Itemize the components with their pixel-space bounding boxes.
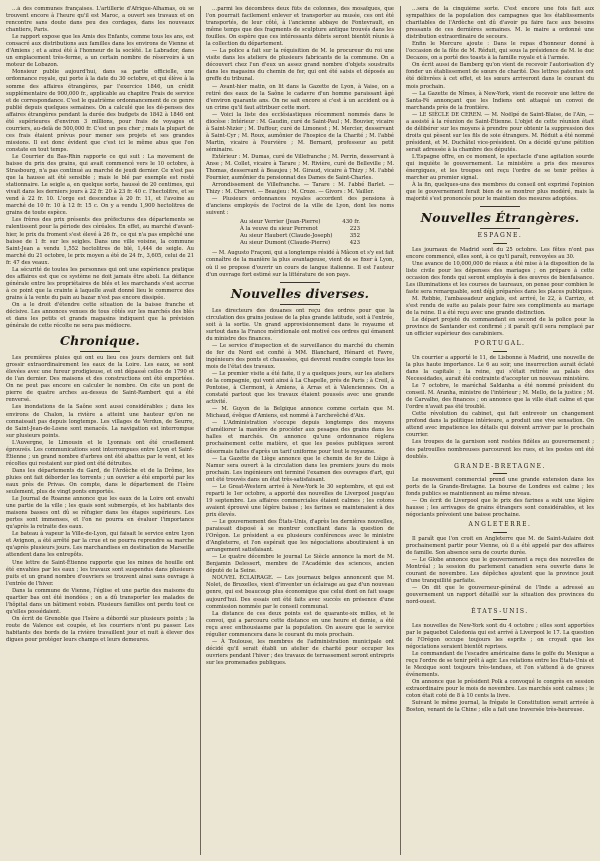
pension-name: À la veuve du sieur Perrenot — [240, 226, 318, 233]
paragraph: — La police a fait sur la réquisition de M. le procureur du roi une visite dans les ateliers de plusieurs fabricants de la commune. On a découvert chez l'un d'eux un assez grand nombre d'objets soustraits dans les magasins du chemin de fer, qui ont été saisis et déposés au greffe du tribunal. — [206, 48, 394, 83]
paragraph: À la fin, quelques-uns des membres du conseil ont exprimé l'opinion que le gouvernement ferait bien de se montrer plus modéré, mais la majorité s'est prononcée pour le maintien des mesures adoptées. — [406, 182, 594, 203]
pension-amount: 423 — [349, 240, 360, 247]
section-rule — [493, 351, 507, 352]
column-2-intro — [206, 6, 394, 196]
paragraph: — On dit que le gouverneur-général de l'Inde a adressé au gouvernement un rapport détaillé sur la situation des provinces du nord-ouest. — [406, 585, 594, 606]
paragraph: La sécurité de toutes les personnes qui ont une expérience pratique des affaires est que ce système ne doit jamais être aboli. La défiance générale entre les propriétaires de blés et les marchands s'est accrue à ce point que la crainte à laquelle avait donné lieu le commerce des grains à la vente du pain au bazar n'est pas encore dissipée. — [6, 266, 194, 301]
nouvelles-diverses-body — [206, 308, 394, 667]
column-1 — [6, 6, 194, 855]
paragraph: On écrit de Grenoble que l'Isère a débordé sur plusieurs points ; la route de Valence est coupée, et les courriers n'ont pu passer. Les habitants des bords de la rivière travaillent jour et nuit à élever des digues pour protéger leurs champs et leurs demeures. — [6, 615, 194, 644]
section-title: PORTUGAL. — [474, 340, 526, 348]
paragraph: Le commandant de l'escadre américaine dans le golfe du Mexique a reçu l'ordre de se tenir prêt à agir. Les relations entre les États-Unis et le Mexique sont toujours très-tendues, et l'on s'attend à de graves événements. — [406, 651, 594, 679]
heading-rule — [480, 206, 520, 207]
paragraph: Un courrier a apporté le 11, de Lisbonne à Madrid, une nouvelle de la plus haute importance. Le 6 au soir, une insurrection aurait éclaté dans la capitale ; la reine, qui s'était retirée au palais des Necessidades, aurait été contrainte d'accepter un nouveau ministère. — [406, 354, 594, 383]
paragraph: — Le quatre décembre le journal Le Siècle annonce la mort de M. Benjamin Delessert, membre de l'Académie des sciences, ancien député de la Seine. — [206, 554, 394, 575]
paragraph: Une lettre de Saint-Étienne rapporte que les mines de houille ont été envahies par les eaux ; les travaux sont suspendus dans plusieurs puits et un grand nombre d'ouvriers se trouvent ainsi sans ouvrage à l'entrée de l'hiver. — [6, 559, 194, 587]
paragraph: …à des communes françaises. L'artillerie d'Afrique-Alhamas, où se trouvent encore à l'heure qu'il est Maroc, a ouvert ses travaux et on rencontre sans doute dans peu des cordages, dans les nouveaux chantiers, Paris. — [6, 6, 194, 34]
paragraph: Monsieur publie aujourd'hui, dans sa partie officielle, une ordonnance royale, qui porte à la date du 30 octobre, et qui élève à la somme des affaires étrangères, par l'exercice 1846, un crédit supplémentaire de 900,000 fr., applicable au chapitre Frais de service et de correspondance. C'est le quatrième ordonnancement de ce genre publié depuis quelques semaines. On a calculé que les dé-penses des affaires étrangères pendant la durée des budgets de 1842 à 1846 ont été supérieures d'environ 3 millions, pour frais de voyages et courriers, au-delà de 500,000 fr. C'est un peu cher ; mais la plupart de ces frais étaient prévus pour mener ses projets et ses grandes missions. Il est donc évident que c'est ici le même abus que l'on constate en tout temps. — [6, 69, 194, 153]
paragraph: Les troupes de la garnison sont restées fidèles au gouvernement ; des patrouilles nombreuses parcourent les rues, et les postes ont été doublés. — [406, 439, 594, 460]
pension-row — [240, 240, 360, 247]
section-title: ANGLETERRE. — [468, 521, 532, 529]
column-3 — [406, 6, 594, 855]
pension-list — [240, 219, 360, 247]
paragraph: — La Gazette de Nîmes, à New-York, vient de recevoir une lettre de Santa-Fé annonçant que les Indiens ont attaqué un convoi de marchands près de la frontière. — [406, 90, 594, 111]
column-2-intro-b — [206, 250, 394, 278]
paragraph: On annonce que le président Polk a convoqué le congrès en session extraordinaire pour le mois de novembre. Les marchés sont calmes ; le coton était coté de 8 à 10 cents la livre. — [406, 679, 594, 700]
paragraph: Le départ projeté du commandant en second de la police pour la province de Santander est confirmé ; il paraît qu'il sera remplacé par un officier supérieur des carabiniers. — [406, 317, 594, 338]
column-3-intro — [406, 6, 594, 203]
paragraph: — LE SIÈCLE DE CEREN. — M. Noëlpé de Saint-Blaise, de l'Ain, — a assisté à la réunion de Saint-Étienne. L'objet de cette réunion était de délibérer sur les moyens à prendre pour obtenir la suppression des droits qui pèsent sur les fils de soie étrangers. M. Réduit a été nommé président, et M. Duchâtel vice-président. On a décidé qu'une pétition serait adressée à la chambre des députés. — [406, 111, 594, 153]
pension-amount: 352 — [349, 233, 360, 240]
paragraph: Enfin le Mercure ajoute : Dans le repas d'honneur donné à l'occasion de la fête de M. Réduit, qui sous la présidence de M. le duc Decazes, on a porté des toasts à la famille royale et à l'armée. — [406, 41, 594, 62]
section-rule — [493, 532, 507, 533]
paragraph: — M. Augusto Fraçoni, qui a longtemps résidé à Mâcon et s'y est fait connaître de la manière la plus avantageuse, vient de se fixer à Lyon, où il se propose d'ouvrir un cours de langue italienne. Il est l'auteur d'un ouvrage fort estimé sur la littérature de son pays. — [206, 250, 394, 278]
nouvelles-etrangeres-body — [406, 232, 594, 714]
pension-name: Au sieur Verrier (Jean-Pierre) — [240, 219, 321, 226]
paragraph: Les inondations de la Saône sont aussi considérables ; dans les environs de Chalon, la rivière a atteint une hauteur qu'on ne connaissait pas depuis longtemps. Les villages de Verdun, de Seurre, de Saint-Jean-de-Losne sont menacés. La navigation est interrompue sur plusieurs points. — [6, 404, 194, 439]
paragraph: Dans la commune de Vienne, l'église et une partie des maisons du quartier bas ont été inondées ; on a dû transporter les malades de l'hôpital dans un bâtiment voisin. Plusieurs familles ont perdu tout ce qu'elles possédaient. — [6, 587, 194, 615]
section-title: GRANDE-BRETAGNE. — [454, 462, 546, 470]
paragraph: — Avant-hier matin, on lit dans la Gazette de Lyon, à Vaise, on a retiré des eaux de la Saône le cadavre d'un homme paraissant âgé d'environ quarante ans. On ne sait encore si c'est à un accident ou à un crime qu'il faut attribuer cette mort. — [206, 83, 394, 111]
heading-rule — [280, 282, 320, 283]
paragraph: Arrondissement de Villefranche. — Tarare : M. l'abbé Barlet. — Thizy : M. Chervet. — Beaujeu : M. Croze. — Givors : M. Vailler. — [206, 182, 394, 196]
section-rule — [493, 619, 507, 620]
pension-list-intro: — Plusieurs ordonnances royales accordent des pensions à d'anciens employés de l'octroi de la ville de Lyon, dont les noms suivent : — [206, 196, 394, 217]
paragraph: — À Toulouse, les membres de l'administration municipale ont décidé qu'il serait établi un atelier de charité pour occuper les ouvriers pendant l'hiver ; des travaux de terrassement seront entrepris sur les promenades publiques. — [206, 638, 394, 666]
paragraph: — On écrit de Liverpool que le prix des farines a subi une légère hausse ; les arrivages de grains étrangers sont considérables, et les négociants prévoient une baisse prochaine. — [406, 498, 594, 519]
paragraph: L'Espagne offre, en ce moment, le spectacle d'une agitation sourde qui inquiète le gouvernement. Le ministère a pris des mesures énergiques, et les troupes ont reçu l'ordre de se tenir prêtes à marcher au premier signal. — [406, 153, 594, 182]
paragraph: — Le service d'inspection et de surveillance du marché du chemin de fer du Nord est confié à MM. Blanchard, Hénard et Favre, ingénieurs des ponts et chaussées, qui devront rendre compte tous les mois de l'état des travaux. — [206, 342, 394, 370]
pension-amount: 430 fr. — [342, 219, 360, 226]
paragraph: — M. Guyon de la Belgique annonce comme certain que M. Michaud, évêque d'Amiens, est nommé à l'archevêché d'Aix. — [206, 406, 394, 420]
paragraph: Le Courrier du Bas-Rhin rapporte ce qui suit : La movement de baisse du prix des grains, qui avait commencé vers le 10 octobre, à Strasbourg, n'a pas continué au marché de jeudi dernier. Ce n'est pas que la hausse ait été sensible ; mais le blé par exemple est resté stationnaire. Le seigle a, en quelque sorte, haussé de 20 centimes, qui vivait dans les derniers jours à 22 fr. 20 à 23 fr. 40 c. l'hectolitre, et se vend à 22 fr. 10. L'orge est descendue à 20 fr. 11, et l'avoine au marché de 10 fr. 10 à 12 fr. 15 c. On y a vendu 1,900 hectolitres de grains de toute espèce. — [6, 153, 194, 217]
paragraph: Le bateau à vapeur la Ville-de-Lyon, qui faisait le service entre Lyon et Avignon, a été arrêté par la crue et ne pourra reprendre sa marche qu'après plusieurs jours. Les marchandises en destination de Marseille attendent dans les entrepôts. — [6, 531, 194, 559]
paragraph: Le rapport expose que les Amis des Enfants, comme tous les ans, est consacré aux distributions aux familles dans les environs de Vienne et d'Amiens ; et a ainsi été à l'honneur de la société. Le Labrador, dans un emplacement très-ferme, a un certain nombre de réservoirs à un moteur de Lobazon. — [6, 34, 194, 69]
nouvelles-diverses-heading: Nouvelles diverses. — [230, 285, 370, 301]
paragraph: — Le Great-Western arrivé à New-York le 30 septembre, et qui est reparti le 1er octobre, a apporté des nouvelles de Liverpool jusqu'au 19 septembre. Les affaires commerciales étaient calmes ; les cotons avaient éprouvé une légère baisse ; les farines se maintenaient à des prix élevés. — [206, 483, 394, 518]
pension-amount: 223 — [349, 226, 360, 233]
nouvelles-etrangeres-heading: Nouvelles Étrangères. — [420, 210, 580, 226]
paragraph: Il paraît que l'on croit en Angleterre que M. de Saint-Aulaire doit prochainement partir pour Vienne, où il a été appelé par des affaires de famille. Son absence sera de courte durée. — [406, 535, 594, 556]
paragraph: L'Auvergne, le Limousin et le Lyonnais ont été cruellement éprouvés. Les communications sont interrompues entre Lyon et Saint-Étienne ; un grand nombre d'arbres ont été abattus par le vent, et les récoltes qui restaient sur pied ont été détruites. — [6, 439, 194, 467]
heading-rule — [280, 304, 320, 305]
paragraph: — Le Globe annonce que le gouvernement a reçu des nouvelles de Montréal ; la session du parlement canadien sera ouverte dans le courant de novembre. Les dépêches ajoutent que la province jouit d'une tranquillité parfaite. — [406, 557, 594, 585]
column-divider — [200, 6, 201, 855]
section-rule — [493, 243, 507, 244]
paragraph: Les frères des prix présents des préfectures des départements se ralentissent pour la période des céréales. En effet, au marché d'avant-hier, le prix du froment s'est élevé à 26 fr., ce qui n'a pas empêché une baisse de 1 fr. sur les seigles. Dans une ville voisine, la commune Saint-Jean a vendu 1,552 hectolitres de blé, 1,444 de seigle. Au marché du 21 octobre, le prix moyen a été de 24 fr., 3,605, celui de 21 fr. 47 des veaux. — [6, 217, 194, 266]
paragraph: — Voici la liste des ecclésiastiques récemment nommés dans le diocèse : Intérieur : M. Gaudin, curé de Saint-Paul ; M. Bouvier, vicaire à Saint-Nizier ; M. Duffour, curé de Limonest ; M. Mercier, desservant à Saint-Cyr ; M. Roux, aumônier de l'hospice de la Charité ; M. l'abbé Martin, vicaire à Fourvière ; M. Bernard, professeur au petit séminaire. — [206, 111, 394, 153]
paragraph: Extérieur : M. Dumas, curé de Villefranche ; M. Perrin, desservant à Anse ; M. Collet, vicaire à Tarare ; M. Rivière, curé de Belleville ; M. Thomas, desservant à Beaujeu ; M. Giraud, vicaire à Thizy ; M. l'abbé Fournier, aumônier du pensionnat des Dames de Saint-Charles. — [206, 153, 394, 182]
paragraph: Une avance de 10,000,000 de réaux a été mise à la disposition de la liste civile pour les dépenses des mariages ; on prépare à cette occasion des fonds qui seront employés à des œuvres de bienfaisance. Les illuminations et les courses de taureaux, on pense pour combien le faste sera remarquable, sont déjà préparées dans les places publiques. — [406, 260, 594, 296]
paragraph: …parmi les décombres deux fûts de colonnes, des mosaïques, que l'on pourrait facilement enlever et transporter au musée, ces ont été transportés, de leur côté, à l'ancienne abbaye de Fontevrault, en même temps que des fragments de sculpture antique trouvés dans les fouilles. On espère que ces intéressants débris seront bientôt réunis à la collection du département. — [206, 6, 394, 48]
paragraph: — Le gouvernement des États-Unis, d'après les dernières nouvelles, paraissait disposé à se montrer conciliant dans la question de l'Orégon. Le président a eu plusieurs conférences avec le ministre d'Angleterre, et l'on espérait que les négociations aboutiraient à un arrangement satisfaisant. — [206, 519, 394, 554]
paragraph: Le mouvement commercial prend une grande extension dans les ports de la Grande-Bretagne. La bourse de Londres est calme ; les fonds publics se maintiennent au même niveau. — [406, 477, 594, 498]
column-2 — [206, 6, 394, 855]
chronique-body — [6, 355, 194, 644]
paragraph: Suivant le même journal, la frégate le Constitution serait arrivée à Boston, venant de la Chine ; elle a fait une traversée très-heureuse. — [406, 700, 594, 714]
paragraph: On a le droit d'étendre cette situation de la baisse franche et décisive. Les annonces venues de tous côtés sur les marchés des blés et dans les petits et grands magasins indiquent que la prévision générale de cette récolte ne sera pas médiocre. — [6, 301, 194, 330]
heading-rule — [80, 351, 120, 352]
paragraph: — Le premier visite a été faite, il y a quelques jours, sur les ateliers de la compagnie, qui vont ainsi à La Chapelle, près de Paris ; à Creil, à Pontoise, à Clermont, à Amiens, à Arras et à Valenciennes. On a constaté partout que les travaux étaient poussés avec une grande activité. — [206, 371, 394, 406]
paragraph: M. Rebbie, l'ambassadeur anglais, est arrivé, le 22, à Carrizo, et s'est rendu de suite au palais pour faire ses compliments au mariage de la reine. Il a été reçu avec une grande distinction. — [406, 296, 594, 317]
section-title: ESPAGNE. — [477, 232, 523, 240]
paragraph: Dans les départements du Gard, de l'Ardèche et de la Drôme, les pluies ont fait déborder les torrents ; un ouvrier a été emporté par les eaux près de Privas. On compte, dans le département de l'Isère seulement, plus de vingt ponts emportés. — [6, 467, 194, 496]
paragraph: NOUVEL ÉCLAIRAGE. — Les journaux belges annoncent que M. Nolet, de Bruxelles, vient d'inventer un éclairage au gaz d'un nouveau genre, qui est beaucoup plus économique que celui dont on fait usage aujourd'hui. Des essais ont été faits avec succès en présence d'une commission nommée par le conseil communal. — [206, 575, 394, 610]
section-title: ÉTATS-UNIS. — [471, 608, 529, 616]
paragraph: Les directeurs des douanes ont reçu des ordres pour que la circulation des grains jouisse de la plus grande latitude, soit à l'entrée, soit à la sortie. Un grand approvisionnement dans le royaume et surtout dans la France méridionale ont motivé ces ordres qui émanent du ministre des finances. — [206, 307, 394, 342]
chronique-heading: Chronique. — [60, 333, 140, 349]
column-divider — [400, 6, 401, 855]
paragraph: Les nouvelles de New-York sont du 4 octobre ; elles sont apportées par le paquebot Caledonia qui est arrivé à Liverpool le 17. La question de l'Orégon occupe toujours les esprits ; on croyait que les négociations seraient bientôt reprises. — [406, 622, 594, 651]
paragraph: Le 7 octobre, le maréchal Saldanha a été nommé président du conseil. M. Aranha, ministre de l'intérieur ; M. Mello, de la justice ; M. de Carvalho, des finances ; on annonce que la ville était calme et que l'ordre n'avait pas été troublé. — [406, 383, 594, 411]
section-rule — [493, 473, 507, 474]
heading-rule — [480, 228, 520, 229]
paragraph: Les journaux de Madrid sont du 25 octobre. Les fêtes n'ont pas encore commencé, elles sont, à ce qu'il paraît, renvoyées au 30. — [406, 246, 594, 260]
paragraph: La distance de ces deux points est de quarante-six milles, et le convoi, qui a parcouru cette distance en une heure et demie, a été reçu avec enthousiasme par la population. On assure que le service régulier commencera dans le courant du mois prochain. — [206, 610, 394, 638]
pension-name: Au sieur Haubert (Claude-Joseph) — [240, 233, 333, 240]
column-1-intro — [6, 6, 194, 330]
paragraph: Les premières pluies qui ont eu lieu ces jours derniers ont fait grossir extraordinairement les eaux de la Loire. Les eaux, se sont élevées avec une fureur prodigieuse, et ont dépassé celles de 1790 et de l'an dernier. Des maisons et des constructions ont été emportées. On ne peut pas encore en calculer le nombre. On cite un pont de pierre de quatre arches au-dessus de Saint-Rambert qui a été renversé. — [6, 355, 194, 404]
paragraph: — L'Administration s'occupe depuis longtemps des moyens d'améliorer la manière de procéder aux pesages des grains dans les halles et marchés. On annonce qu'une ordonnance réglera prochainement cette matière, et que les pesées publiques seront désormais faites d'après un tarif uniforme pour tout le royaume. — [206, 420, 394, 455]
paragraph: — La Gazette de Liège annonce que le chemin de fer de Liège à Namur sera ouvert à la circulation dans les premiers jours du mois prochain. Les ingénieurs ont terminé l'examen des ouvrages d'art, qui ont été trouvés dans un état très-satisfaisant. — [206, 455, 394, 483]
paragraph: On écrit aussi de Bamberg qu'on vient de recevoir l'autorisation d'y fonder un établissement de sœurs de charité. Des lettres patentes ont été délivrées à cet effet, et les sœurs arriveront dans le courant du mois prochain. — [406, 62, 594, 90]
paragraph: Cette révolution du cabinet, qui fait entrevoir un changement profond dans la politique intérieure, a produit une vive sensation. On attend avec impatience les détails qui doivent arriver par le prochain courrier. — [406, 411, 594, 439]
paragraph: Le Journal de Roanne annonce que les eaux de la Loire ont envahi une partie de la ville ; les quais sont submergés, et les habitants des maisons basses ont dû se réfugier dans les étages supérieurs. Les pertes sont immenses, et l'on ne pourra en évaluer l'importance qu'après la retraite des eaux. — [6, 496, 194, 531]
pension-name: Au sieur Dumont (Claude-Pierre) — [240, 240, 331, 247]
paragraph: …sera de la cinquième sorte. C'est encore une fois fait aux sympathies de la population des campagnes que les établissements charitables de l'Ardèche ont dû d'avoir pu faire face aux besoins pressants de ces dernières semaines. M. le maire a ordonné une distribution extraordinaire de secours. — [406, 6, 594, 41]
